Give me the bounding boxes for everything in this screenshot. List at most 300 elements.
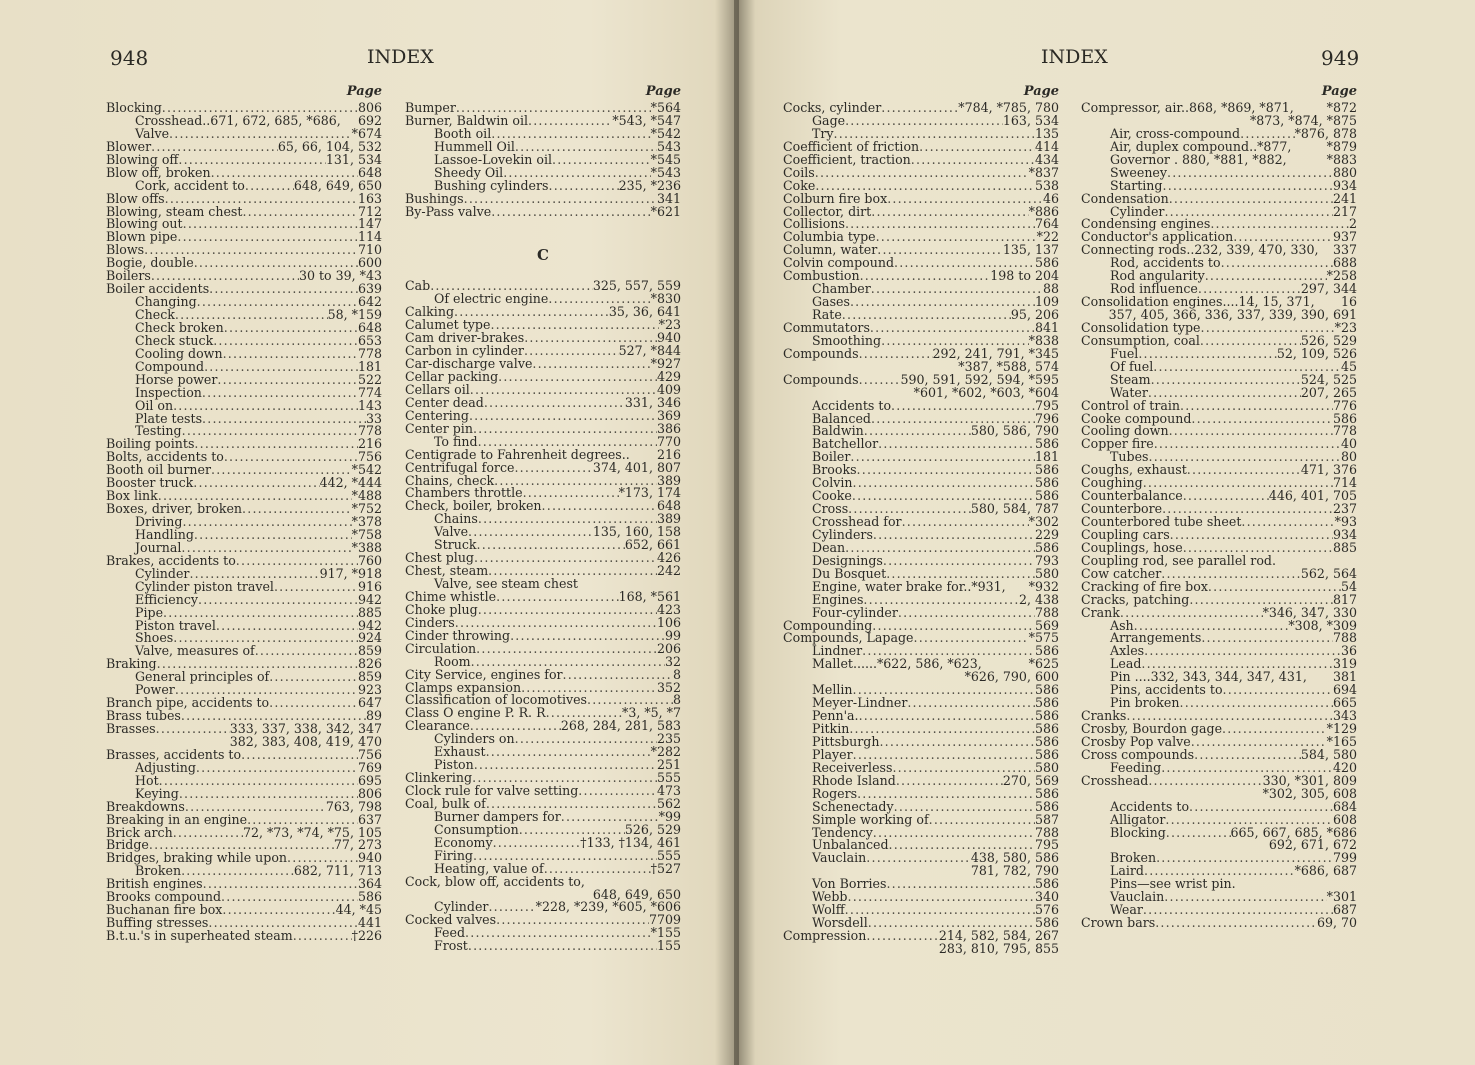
entry-term: Buchanan fire box — [106, 902, 223, 918]
entry-term: Blow off, broken — [106, 164, 211, 180]
entry-term: Tendency — [812, 824, 873, 840]
entry-term: Piston — [434, 757, 474, 773]
entry-page-refs: *308, *309 — [1288, 617, 1357, 633]
entry-term: Arrangements — [1110, 630, 1202, 646]
entry-term: Chest plug — [405, 550, 474, 566]
entry-term: Blowing, steam chest — [106, 203, 243, 219]
entry-page-refs: 143 — [357, 397, 382, 413]
entry-page-refs: 793 — [1034, 552, 1059, 568]
dot-leader — [1169, 193, 1333, 206]
dot-leader — [1151, 374, 1301, 387]
entry-page-refs: *626, 790, 600 — [964, 669, 1059, 685]
entry-term: Calking — [405, 304, 455, 320]
entry-term: Changing — [135, 294, 197, 310]
entry-term: British engines — [106, 876, 203, 892]
entry-term: Valve, measures of — [135, 643, 255, 659]
entry-page-refs: 608 — [1332, 811, 1357, 827]
entry-page-refs: *927 — [650, 356, 681, 372]
entry-page-refs: 795 — [1034, 837, 1059, 853]
dot-leader — [902, 516, 1029, 529]
entry-page-refs: 586 — [1034, 695, 1059, 711]
dot-leader — [496, 591, 619, 604]
entry-page-refs: †226 — [351, 928, 382, 943]
entry-term: Boilers — [106, 268, 151, 284]
entry-page-refs: 426 — [656, 550, 681, 566]
entry-term: Bolts, accidents to — [106, 449, 224, 465]
entry-term: Brass tubes — [106, 708, 181, 724]
entry-term: Firing — [434, 847, 473, 863]
entry-page-refs: 420 — [1332, 759, 1357, 775]
entry-page-refs: 841 — [1034, 319, 1059, 335]
dot-leader — [859, 710, 1035, 723]
entry-page-refs: 386 — [656, 420, 681, 436]
entry-page-refs: 36 — [1340, 643, 1357, 659]
entry-page-refs: 52, 109, 526 — [1276, 345, 1357, 361]
entry-page-refs: 35, 36, 641 — [608, 304, 681, 320]
entry-term: Pin ....332, 343, 344, 347, 431, — [1110, 669, 1307, 685]
entry-page-refs: *575 — [1028, 630, 1059, 646]
dot-leader — [274, 581, 358, 594]
entry-term: Cooke compound — [1081, 410, 1192, 426]
entry-term: Cylinder — [1110, 203, 1165, 219]
entry-term: Clinkering — [405, 770, 473, 786]
entry-page-refs: 526, 529 — [1300, 332, 1357, 348]
entry-page-refs: 555 — [656, 847, 681, 863]
entry-term: Cylinders — [812, 526, 873, 542]
entry-term: General principles of — [135, 669, 270, 685]
dot-leader — [919, 141, 1035, 154]
entry-term: Couplings, hose — [1081, 539, 1183, 555]
entry-page-refs: 555 — [656, 770, 681, 786]
right-page-number: 949 — [1321, 46, 1360, 70]
entry-term: Brakes, accidents to — [106, 552, 236, 568]
entry-page-refs: 940 — [656, 330, 681, 346]
dot-leader — [859, 374, 901, 387]
entry-term: Room — [434, 653, 471, 669]
right-running-head: INDEX — [1041, 46, 1108, 68]
dot-leader — [223, 348, 358, 361]
dot-leader — [1187, 464, 1301, 477]
entry-page-refs: 694 — [1332, 682, 1357, 698]
entry-term: Booth oil burner — [106, 462, 212, 478]
entry-term: Water — [1110, 384, 1148, 400]
entry-term: Power — [135, 682, 175, 698]
entry-page-refs: 923 — [357, 682, 382, 698]
entry-term: Brasses — [106, 721, 156, 736]
entry-term: Coils — [783, 164, 815, 180]
entry-page-refs: 692 — [357, 112, 382, 128]
entry-term: Coal, bulk of — [405, 795, 486, 811]
entry-page-refs: 168, *561 — [618, 588, 681, 604]
entry-page-refs: 586 — [1034, 539, 1059, 555]
entry-page-refs: 756 — [357, 746, 382, 762]
index-column-right-1 — [783, 86, 1059, 956]
entry-term: Chime whistle — [405, 588, 497, 604]
entry-term: Of electric engine — [434, 291, 549, 307]
dot-leader — [196, 762, 358, 775]
entry-term: Chambers throttle — [405, 485, 523, 501]
entry-term: Check — [135, 307, 175, 322]
entry-page-refs: 648 — [357, 164, 382, 180]
entry-page-refs: 207, 265 — [1300, 384, 1357, 400]
entry-page-refs: 135, 137 — [1002, 242, 1059, 258]
dot-leader — [496, 914, 649, 927]
dot-leader — [222, 904, 335, 917]
entry-term: Oil on — [135, 397, 174, 413]
entry-term: Commutators — [783, 319, 870, 335]
entry-page-refs: 885 — [1332, 539, 1357, 555]
entry-term: Blowing off — [106, 151, 179, 167]
entry-page-refs: 778 — [357, 423, 382, 439]
entry-term: Cocks, cylinder — [783, 100, 882, 115]
entry-term: Testing — [135, 423, 182, 439]
entry-term: Cylinder — [135, 565, 190, 581]
entry-page-refs: 586 — [1034, 915, 1059, 931]
entry-page-refs: †527 — [650, 860, 681, 876]
dot-leader — [1223, 684, 1333, 697]
entry-term: Center dead — [405, 394, 484, 410]
entry-page-refs: 40 — [1340, 436, 1357, 452]
entry-page-refs: 235 — [656, 731, 681, 747]
entry-page-refs: 684 — [1332, 798, 1357, 814]
entry-page-refs: 473 — [656, 783, 681, 798]
dot-leader — [1167, 167, 1333, 180]
entry-page-refs: *674 — [351, 125, 382, 141]
entry-page-refs: 33 — [365, 410, 382, 426]
entry-page-refs: 524, 525 — [1300, 371, 1357, 387]
entry-term: Cocked valves — [405, 912, 497, 928]
entry-term: Crosshead — [1081, 772, 1149, 788]
dot-leader — [474, 759, 657, 772]
entry-page-refs: 242 — [656, 563, 681, 579]
entry-page-refs: 942 — [357, 591, 382, 607]
entry-page-refs: *686, 687 — [1294, 863, 1357, 879]
entry-term: Pittsburgh — [812, 733, 880, 749]
entry-term: Journal — [135, 539, 182, 555]
dot-leader — [911, 154, 1035, 167]
entry-term: Brooks — [812, 462, 857, 478]
entry-term: Heating, value of — [434, 860, 544, 876]
index-subentry — [405, 940, 681, 953]
entry-page-refs: 241 — [1332, 190, 1357, 206]
entry-term: Boiler accidents — [106, 281, 210, 297]
dot-leader — [548, 180, 618, 193]
entry-page-refs: 788 — [1332, 630, 1357, 646]
entry-term: Counterbore — [1081, 501, 1163, 517]
dot-leader — [815, 167, 1029, 180]
entry-term: Booster truck — [106, 475, 194, 491]
entry-page-refs: *542 — [650, 125, 681, 141]
entry-term: Sweeney — [1110, 164, 1167, 180]
entry-page-refs: 639 — [357, 281, 382, 297]
dot-leader — [216, 620, 358, 633]
entry-term: Clock rule for valve setting — [405, 783, 579, 798]
entry-term: Carbon in cylinder — [405, 343, 524, 359]
entry-page-refs: 580 — [1034, 759, 1059, 775]
entry-page-refs: *784, *785, 780 — [958, 100, 1059, 115]
entry-page-refs: 7709 — [648, 912, 681, 928]
entry-term: Pipe — [135, 604, 164, 620]
entry-term: Boiling points — [106, 436, 195, 452]
entry-page-refs: 778 — [357, 345, 382, 361]
dot-leader — [857, 464, 1035, 477]
dot-leader — [476, 643, 657, 656]
entry-term: Gage — [812, 112, 846, 128]
entry-page-refs: 590, 591, 592, 594, *595 — [900, 371, 1059, 387]
entry-page-refs: 382, 383, 408, 419, 470 — [229, 733, 382, 749]
entry-page-refs: *543, *547 — [612, 112, 681, 128]
entry-term: Dean — [812, 539, 846, 555]
entry-term: Burner dampers for — [434, 808, 561, 824]
entry-page-refs: 600 — [357, 255, 382, 271]
index-entry — [106, 930, 382, 943]
dot-leader — [293, 930, 352, 943]
dot-leader — [898, 607, 1035, 620]
dot-leader — [209, 283, 358, 296]
entry-term: Adjusting — [135, 759, 196, 775]
entry-page-refs: *886 — [1028, 203, 1059, 219]
dot-leader — [269, 697, 358, 710]
entry-page-refs: 916 — [357, 578, 382, 594]
entry-term: Cork, accident to — [135, 177, 245, 193]
entry-page-refs: 331, 346 — [624, 394, 681, 410]
entry-page-refs: *543 — [650, 164, 681, 180]
entry-page-refs: 8 — [672, 692, 681, 708]
entry-term: Laird — [1110, 863, 1144, 879]
entry-term: Blocking — [106, 100, 162, 115]
entry-page-refs: 77, 273 — [333, 837, 382, 853]
entry-term: Cylinder piston travel — [135, 578, 274, 594]
entry-page-refs: 586 — [1332, 410, 1357, 426]
entry-term: Rod, accidents to — [1110, 255, 1221, 271]
entry-term: Vauclain — [1110, 889, 1165, 905]
entry-term: Broken — [135, 863, 182, 879]
entry-page-refs: 89 — [365, 708, 382, 724]
entry-page-refs: 216 — [656, 446, 681, 462]
entry-page-refs: 817 — [1332, 591, 1357, 607]
entry-term: Blocking — [1110, 824, 1166, 840]
entry-term: Cooling down — [135, 345, 223, 361]
entry-page-refs: 642 — [357, 294, 382, 310]
entry-page-refs: 917, *918 — [319, 565, 382, 581]
dot-leader — [845, 904, 1035, 917]
entry-page-refs: 934 — [1332, 526, 1357, 542]
entry-page-refs: 769 — [357, 759, 382, 775]
entry-term: Pitkin — [812, 721, 850, 736]
dot-leader — [1170, 529, 1333, 542]
book-gutter — [734, 0, 739, 1065]
entry-page-refs: 2 — [1348, 216, 1357, 232]
entry-page-refs: †133, †134, 461 — [580, 834, 681, 850]
entry-term: Boiler — [812, 449, 851, 465]
entry-term: Cracking of fire box — [1081, 578, 1208, 594]
entry-term: Keying — [135, 785, 179, 801]
entry-page-refs: 32 — [664, 653, 681, 669]
entry-page-refs: 65, 66, 104, 532 — [277, 138, 382, 154]
entry-term: Compound — [135, 358, 205, 374]
entry-page-refs: 270, 569 — [1002, 772, 1059, 788]
entry-term: Crown bars — [1081, 915, 1156, 931]
entry-page-refs: 682, 711, 713 — [293, 863, 382, 879]
dot-leader — [1201, 632, 1333, 645]
entry-term: Starting — [1110, 177, 1163, 193]
entry-term: Air, cross-compound — [1110, 125, 1241, 141]
entry-page-refs: *601, *602, *603, *604 — [913, 384, 1059, 400]
entry-term: Wear — [1110, 902, 1143, 918]
entry-page-refs: 760 — [357, 552, 382, 568]
entry-term: Bushing cylinders — [434, 177, 549, 193]
entry-page-refs: 337 — [1332, 242, 1357, 258]
entry-term: Coefficient, traction — [783, 151, 911, 167]
entry-term: Rate — [812, 307, 842, 322]
entry-term: Schenectady — [812, 798, 894, 814]
dot-leader — [532, 358, 650, 371]
dot-leader — [159, 775, 358, 788]
entry-term: Feed — [434, 925, 466, 941]
dot-leader — [877, 244, 1003, 257]
entry-term: To find — [434, 433, 478, 449]
entry-page-refs: 340 — [1034, 889, 1059, 905]
entry-page-refs: 2, 438 — [1018, 591, 1059, 607]
entry-page-refs: *228, *239, *605, *606 — [535, 899, 681, 915]
dot-leader — [1180, 400, 1333, 413]
entry-page-refs: 576 — [1034, 902, 1059, 918]
dot-leader — [493, 837, 581, 850]
entry-term: Meyer-Lindner — [812, 695, 908, 711]
entry-term: Compressor, air..868, *869, *871, — [1081, 100, 1294, 115]
entry-term: Bridge — [106, 837, 149, 853]
entry-page-refs: 799 — [1332, 850, 1357, 866]
dot-leader — [515, 733, 657, 746]
dot-leader — [1148, 775, 1262, 788]
entry-term: Worsdell — [812, 915, 868, 931]
dot-leader — [255, 645, 358, 658]
entry-term: Coupling rod, see parallel rod. — [1081, 552, 1276, 568]
entry-term: Designings — [812, 552, 883, 568]
dot-leader — [528, 115, 612, 128]
entry-page-refs: 586 — [1034, 436, 1059, 452]
dot-leader — [864, 425, 971, 438]
entry-term: Cab — [405, 278, 431, 294]
entry-term: Bumper — [405, 100, 456, 115]
entry-term: Classification of locomotives — [405, 692, 588, 708]
entry-term: Cellar packing — [405, 369, 499, 384]
dot-leader — [194, 529, 352, 542]
entry-term: Baldwin — [812, 423, 864, 439]
entry-page-refs: 688 — [1332, 255, 1357, 271]
entry-page-refs: 586 — [1034, 682, 1059, 698]
entry-page-refs: 586 — [357, 889, 382, 905]
entry-page-refs: 522 — [357, 371, 382, 387]
dot-leader — [269, 671, 358, 684]
entry-page-refs: 414 — [1034, 138, 1059, 154]
entry-page-refs: *302 — [1028, 514, 1059, 529]
entry-page-refs: 647 — [357, 695, 382, 711]
dot-leader — [1169, 425, 1333, 438]
entry-page-refs: 714 — [1332, 475, 1357, 491]
entry-term: Crosby Pop valve — [1081, 733, 1191, 749]
entry-page-refs: 352 — [656, 679, 681, 695]
entry-term: Cross — [812, 501, 849, 517]
entry-page-refs: 712 — [357, 203, 382, 219]
entry-term: Gases — [812, 294, 850, 310]
entry-term: Cylinder — [434, 899, 489, 915]
dot-leader — [883, 555, 1035, 568]
entry-page-refs: 859 — [357, 669, 382, 685]
entry-page-refs: 586 — [1034, 643, 1059, 659]
entry-page-refs: 586 — [1034, 785, 1059, 801]
entry-page-refs: 940 — [357, 850, 382, 866]
page-column-label: Page — [645, 84, 681, 99]
entry-page-refs: 586 — [1034, 876, 1059, 892]
entry-page-refs: *301 — [1326, 889, 1357, 905]
entry-page-refs: 788 — [1034, 824, 1059, 840]
entry-term: Column, water — [783, 242, 878, 258]
index-entry — [106, 231, 382, 244]
entry-term: Cross compounds — [1081, 746, 1195, 762]
entry-term: Economy — [434, 834, 493, 850]
entry-page-refs: 569 — [1034, 617, 1059, 633]
entry-list — [405, 280, 681, 953]
entry-term: Check broken — [135, 319, 224, 335]
dot-leader — [860, 270, 991, 283]
entry-page-refs: 527, *844 — [618, 343, 681, 359]
dot-leader — [193, 477, 319, 490]
entry-page-refs: *621 — [650, 203, 681, 219]
entry-page-refs: 652, 661 — [624, 537, 681, 553]
entry-term: Braking — [106, 656, 157, 672]
entry-term: Cock, blow off, accidents to, — [405, 873, 585, 889]
entry-page-refs: *302, 305, 608 — [1262, 785, 1357, 801]
entry-page-refs: 770 — [656, 433, 681, 449]
entry-page-refs: *883 — [1326, 151, 1357, 167]
dot-leader — [886, 878, 1034, 891]
dot-leader — [217, 374, 358, 387]
entry-term: Bushings — [405, 190, 464, 206]
entry-page-refs: 58, *159 — [327, 307, 382, 322]
entry-term: Hot — [135, 772, 159, 788]
entry-list — [106, 102, 382, 943]
dot-leader — [213, 335, 358, 348]
entry-page-refs: 774 — [357, 384, 382, 400]
entry-page-refs: *99 — [658, 808, 681, 824]
entry-term: City Service, engines for — [405, 666, 563, 682]
entry-term: Collector, dirt — [783, 203, 872, 219]
index-entry — [1081, 917, 1357, 930]
entry-page-refs: 429 — [656, 369, 681, 384]
dot-leader — [156, 723, 230, 736]
dot-leader — [203, 878, 358, 891]
entry-page-refs: 206 — [656, 640, 681, 656]
entry-term: Brasses, accidents to — [106, 746, 242, 762]
entry-page-refs: *872 — [1326, 100, 1357, 115]
entry-page-refs: 325, 557, 559 — [592, 278, 681, 294]
entry-page-refs: 538 — [1034, 177, 1059, 193]
entry-term: Branch pipe, accidents to — [106, 695, 270, 711]
entry-page-refs: *876, 878 — [1294, 125, 1357, 141]
entry-page-refs: 586 — [1034, 721, 1059, 736]
entry-term: Pins, accidents to — [1110, 682, 1223, 698]
dot-leader — [873, 827, 1035, 840]
entry-term: Horse power — [135, 371, 218, 387]
entry-term: Blow offs — [106, 190, 165, 206]
entry-term: Cylinders on — [434, 731, 515, 747]
entry-term: Engine, water brake for..*931, — [812, 578, 1006, 594]
entry-page-refs: 88 — [1042, 281, 1059, 297]
entry-term: Counterbored tube sheet — [1081, 514, 1242, 529]
entry-page-refs: 806 — [357, 100, 382, 115]
index-column-right-2 — [1081, 86, 1357, 930]
